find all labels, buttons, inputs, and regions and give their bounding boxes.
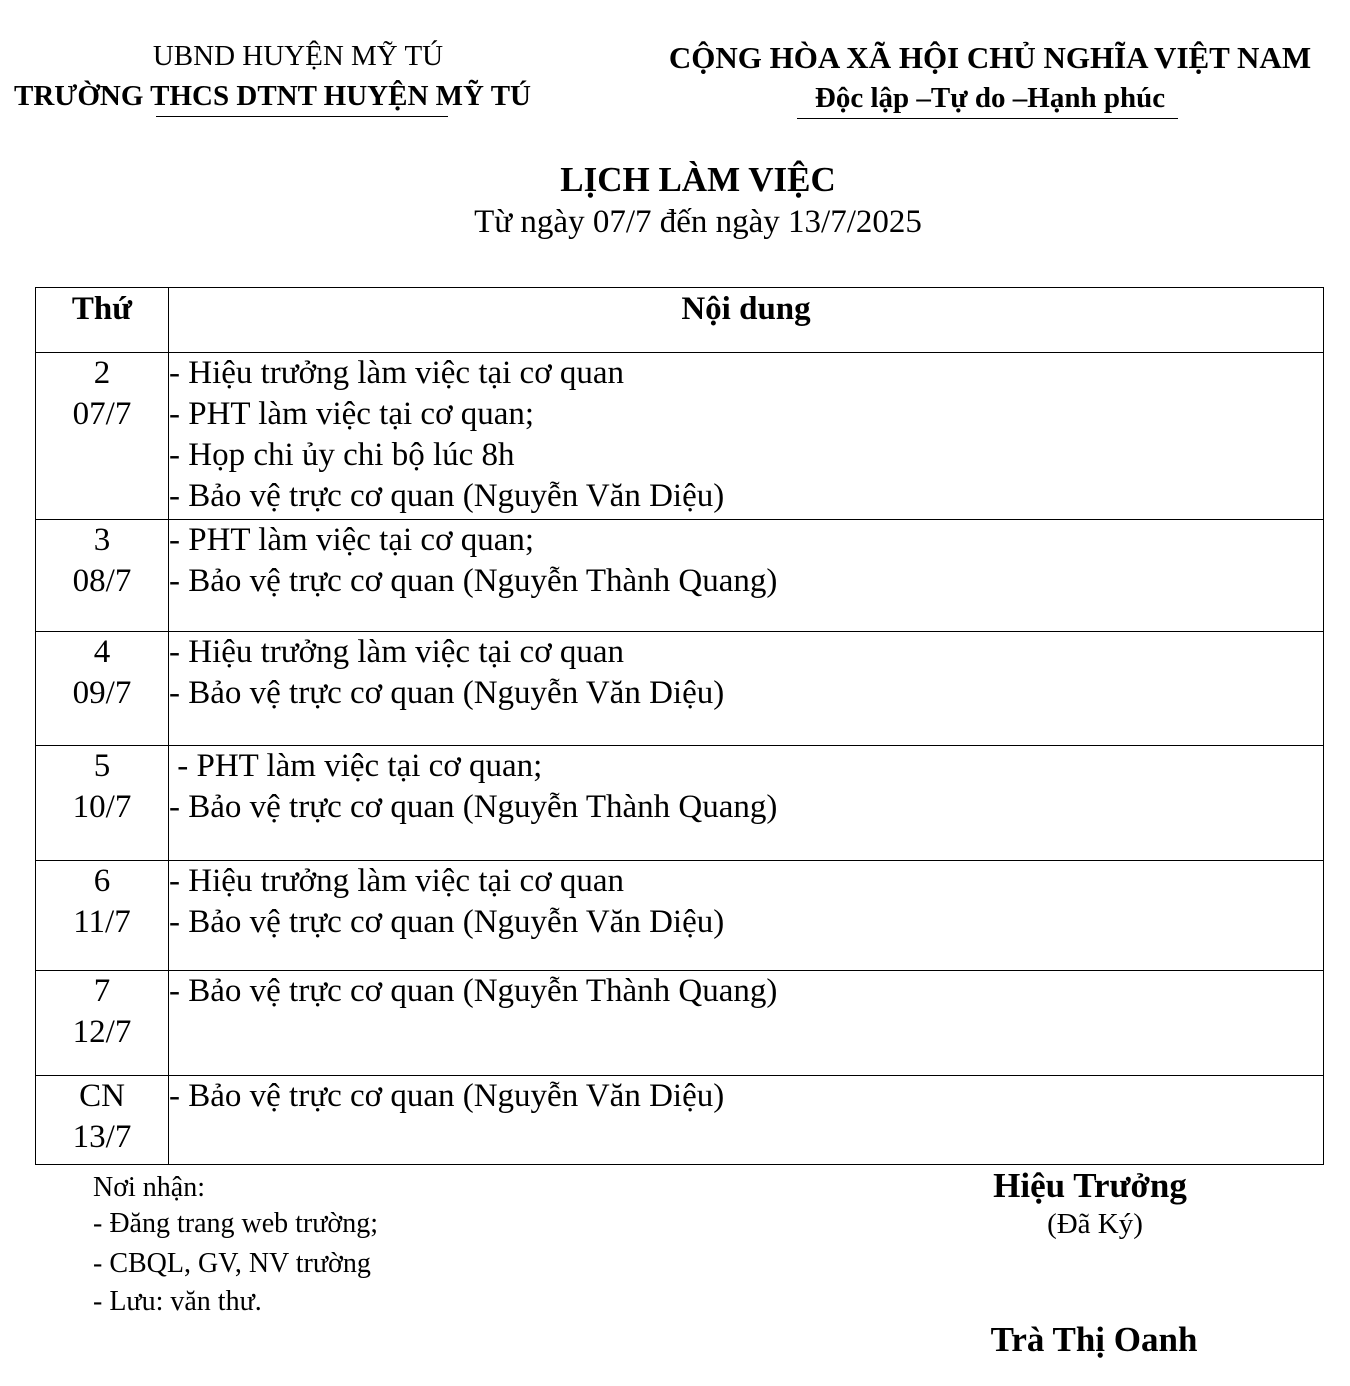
weekday: 7 (93, 973, 111, 1009)
date: 12/7 (72, 1014, 132, 1050)
task-line: - Bảo vệ trực cơ quan (Nguyễn Thành Quang) (169, 789, 778, 825)
day-cell (36, 861, 169, 971)
day-cell (36, 1076, 169, 1165)
day-cell (36, 746, 169, 861)
content-cell (169, 353, 1324, 520)
content-cell (169, 632, 1324, 746)
date: 09/7 (72, 675, 132, 711)
task-line: - Hiệu trưởng làm việc tại cơ quan (169, 863, 625, 899)
content-cell (169, 861, 1324, 971)
date: 10/7 (72, 789, 132, 825)
signer-title: Hiệu Trưởng (993, 1166, 1187, 1205)
document-title: LỊCH LÀM VIỆC (560, 160, 836, 199)
task-line: - Bảo vệ trực cơ quan (Nguyễn Thành Quang) (169, 563, 778, 599)
school-name: TRƯỜNG THCS DTNT HUYỆN MỸ TÚ (14, 80, 531, 112)
content-cell (169, 1076, 1324, 1165)
weekday: 6 (93, 863, 111, 899)
signer-name: Trà Thị Oanh (990, 1320, 1198, 1359)
content-cell (169, 520, 1324, 632)
date: 07/7 (72, 396, 132, 432)
date: 11/7 (73, 904, 131, 940)
task-line: - Hiệu trưởng làm việc tại cơ quan (169, 355, 625, 391)
column-header-day: Thứ (36, 288, 169, 353)
day-cell (36, 353, 169, 520)
table-row (36, 971, 1324, 1076)
content-cell (169, 746, 1324, 861)
header-right-underline (797, 118, 1178, 119)
table-row (36, 746, 1324, 861)
task-line: - PHT làm việc tại cơ quan; (169, 748, 543, 784)
table-row (36, 353, 1324, 520)
weekday: 4 (93, 634, 111, 670)
weekday: 3 (93, 522, 111, 558)
task-line: - Bảo vệ trực cơ quan (Nguyễn Văn Diệu) (169, 904, 725, 940)
content-cell (169, 971, 1324, 1076)
table-row (36, 1076, 1324, 1165)
recipient-item: - Đăng trang web trường; (93, 1208, 379, 1239)
weekday: 5 (93, 748, 111, 784)
task-line: - Hiệu trưởng làm việc tại cơ quan (169, 634, 625, 670)
issuing-authority: UBND HUYỆN MỸ TÚ (152, 40, 444, 72)
recipient-item: - CBQL, GV, NV trường (93, 1248, 371, 1279)
national-motto: Độc lập –Tự do –Hạnh phúc (814, 82, 1166, 114)
date: 13/7 (72, 1119, 132, 1155)
date: 08/7 (72, 563, 132, 599)
task-line: - Bảo vệ trực cơ quan (Nguyễn Văn Diệu) (169, 1078, 725, 1114)
column-header-content: Nội dung (169, 288, 1324, 353)
day-cell (36, 632, 169, 746)
task-line: - Bảo vệ trực cơ quan (Nguyễn Văn Diệu) (169, 675, 725, 711)
table-header-row (36, 288, 1324, 353)
document-subtitle: Từ ngày 07/7 đến ngày 13/7/2025 (474, 204, 922, 240)
recipients-heading: Nơi nhận: (93, 1172, 206, 1203)
table-row (36, 861, 1324, 971)
table-row (36, 520, 1324, 632)
day-cell (36, 971, 169, 1076)
task-line: - PHT làm việc tại cơ quan; (169, 522, 535, 558)
task-line: - Bảo vệ trực cơ quan (Nguyễn Văn Diệu) (169, 478, 725, 514)
weekday: CN (79, 1078, 125, 1114)
schedule-table (35, 287, 1324, 1165)
task-line: - Họp chi ủy chi bộ lúc 8h (169, 437, 515, 473)
recipient-item: - Lưu: văn thư. (93, 1286, 262, 1317)
table-row (36, 632, 1324, 746)
signature-status: (Đã Ký) (1047, 1208, 1143, 1240)
task-line: - Bảo vệ trực cơ quan (Nguyễn Thành Quang) (169, 973, 778, 1009)
national-title: CỘNG HÒA XÃ HỘI CHỦ NGHĨA VIỆT NAM (668, 40, 1312, 75)
day-cell (36, 520, 169, 632)
weekday: 2 (93, 355, 111, 391)
header-left-underline (156, 116, 448, 117)
task-line: - PHT làm việc tại cơ quan; (169, 396, 535, 432)
